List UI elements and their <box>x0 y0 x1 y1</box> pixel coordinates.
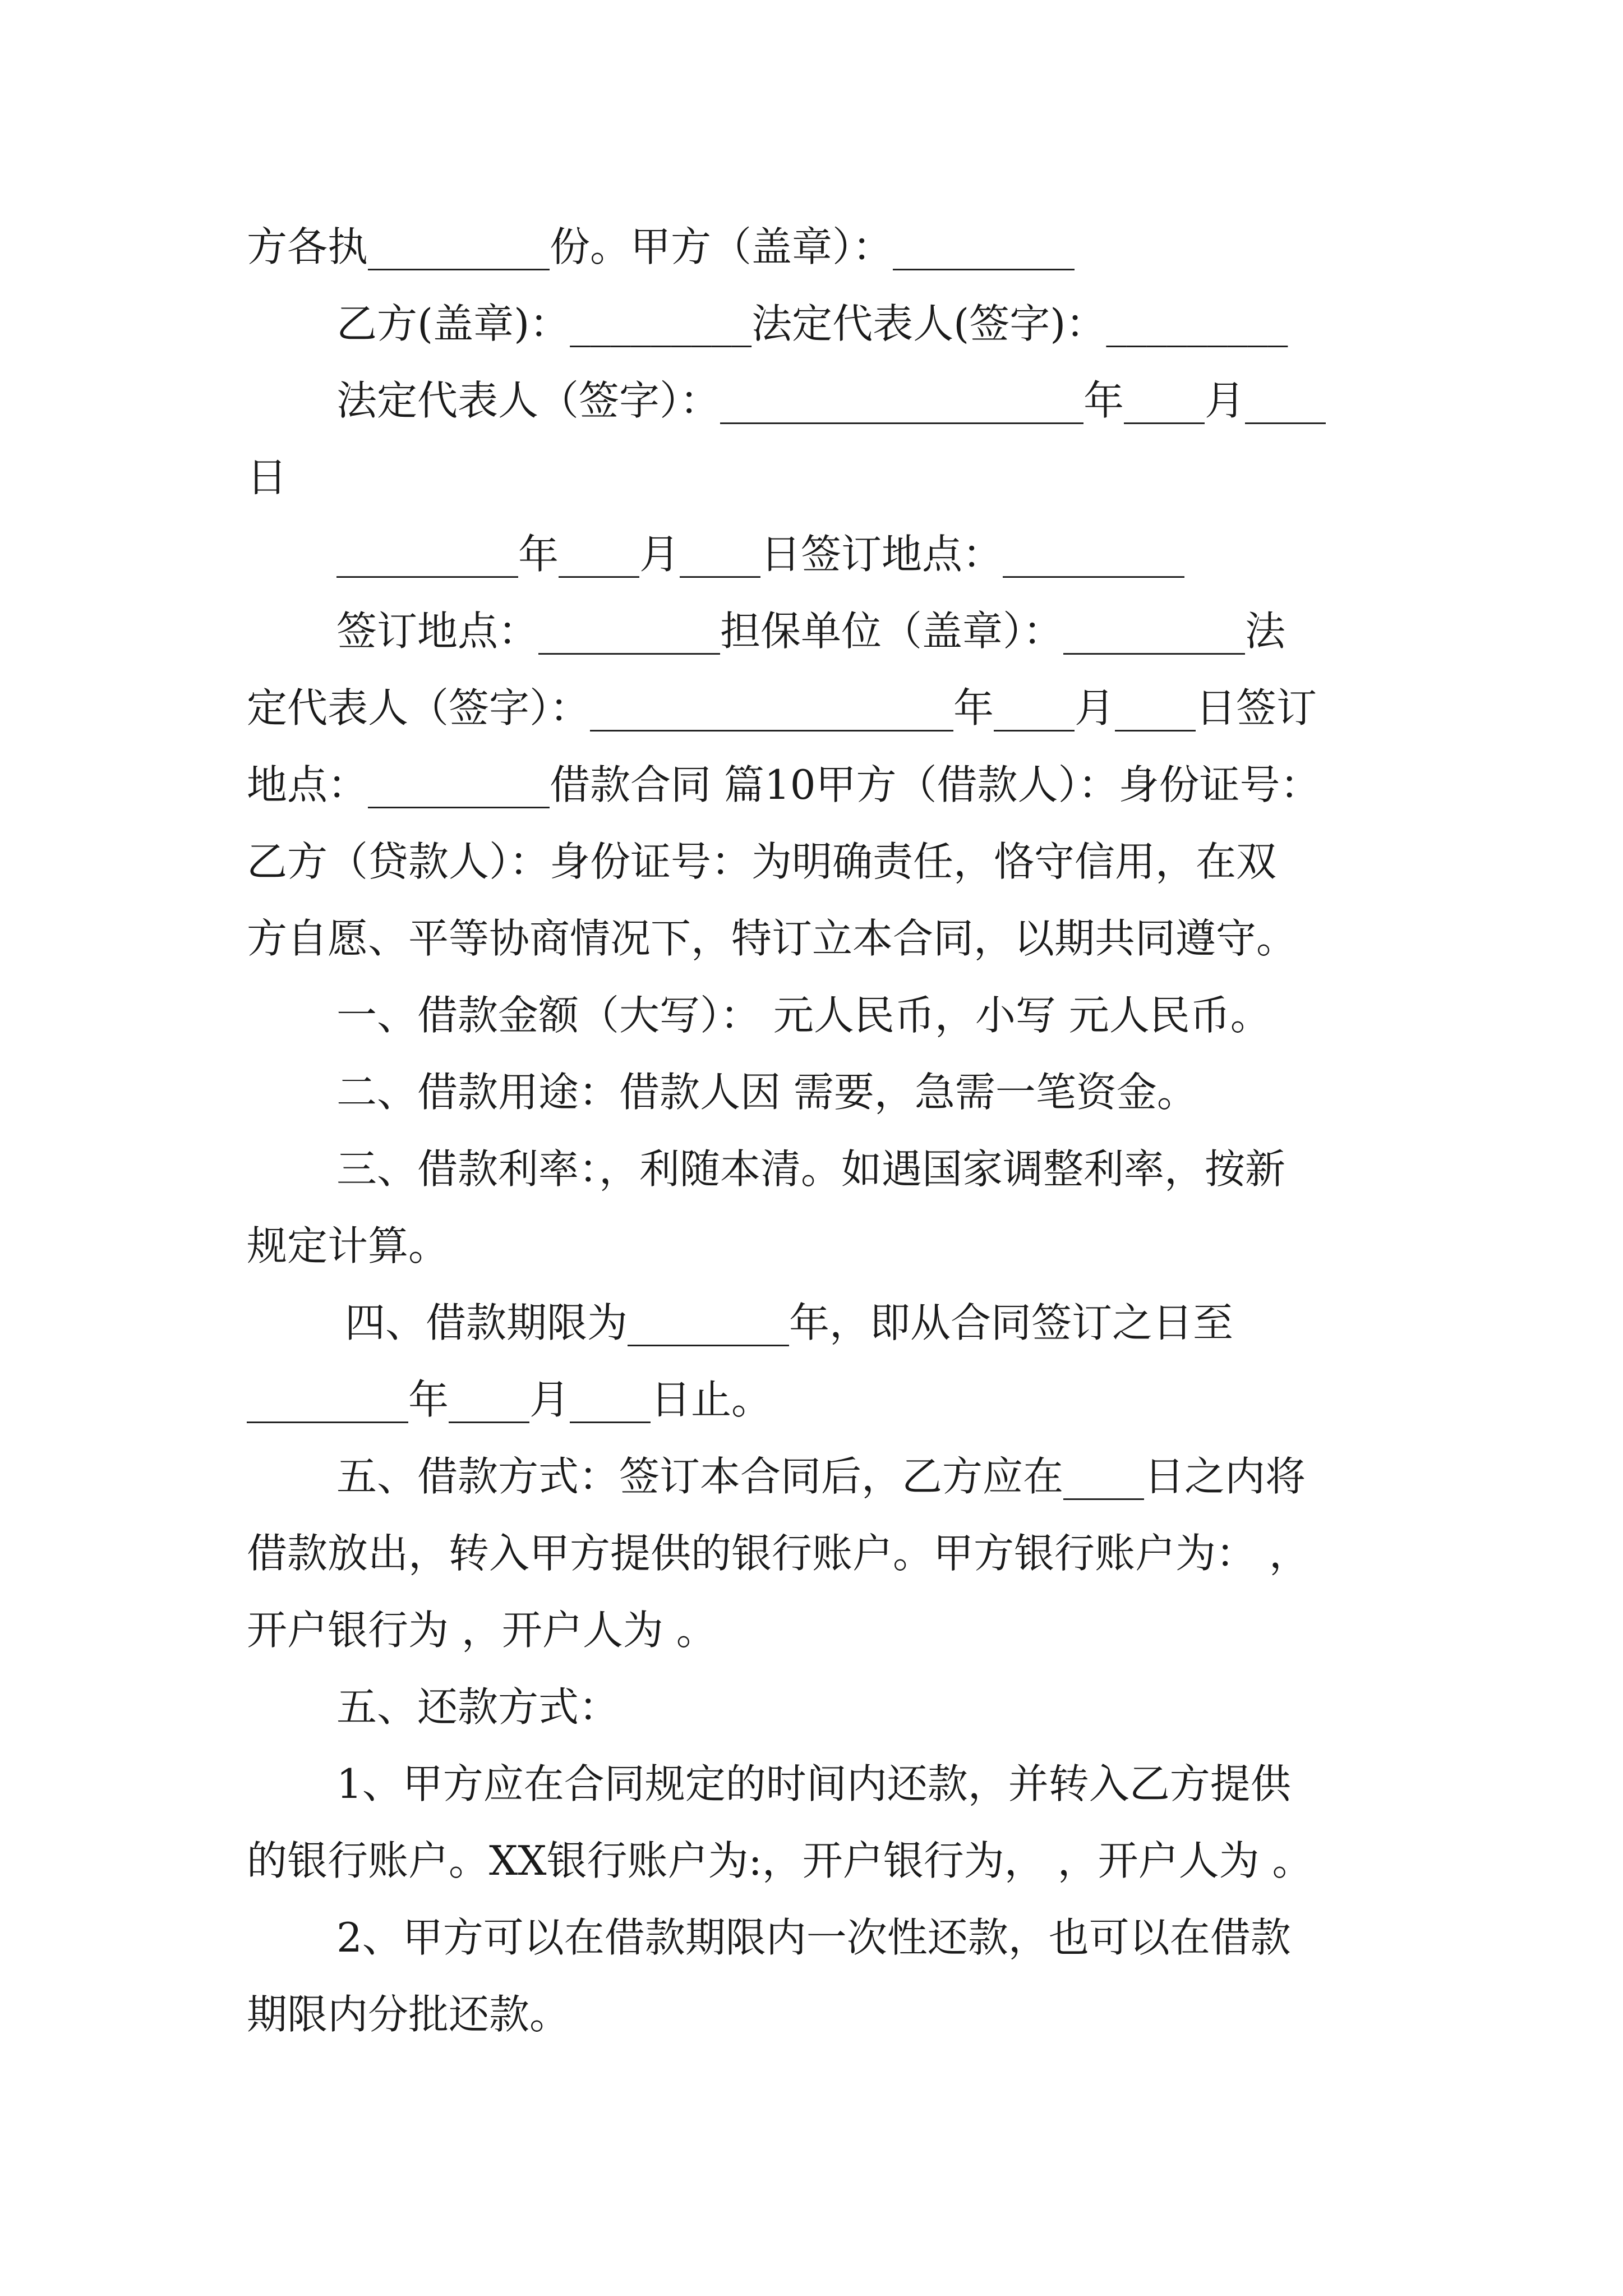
text-line: 方各执_________份。甲方（盖章）：_________ <box>247 223 1075 270</box>
text-line: 乙方（贷款人）：身份证号：为明确责任，恪守信用，在双 <box>247 838 1277 885</box>
text-line: 一、借款金额（大写）： 元人民币，小写 元人民币。 <box>336 992 1271 1039</box>
text-line: 乙方(盖章)：_________法定代表人(签字)：_________ <box>336 300 1288 347</box>
text-line: 五、借款方式：签订本合同后，乙方应在____日之内将 <box>336 1453 1306 1500</box>
text-line: 二、借款用途：借款人因 需要，急需一笔资金。 <box>336 1069 1197 1116</box>
text-line: 地点：_________借款合同 篇10甲方（借款人）：身份证号： <box>247 761 1321 808</box>
text-line: 日 <box>247 454 288 501</box>
text-line: 四、借款期限为________年，即从合同签订之日至 <box>345 1299 1234 1346</box>
text-line: ________年____月____日止。 <box>247 1376 772 1423</box>
text-line: 三、借款利率：，利随本清。如遇国家调整利率，按新 <box>336 1145 1286 1193</box>
text-line: 借款放出，转入甲方提供的银行账户。甲方银行账户为： ， <box>247 1530 1310 1577</box>
text-line: 定代表人（签字）：__________________年____月____日签订 <box>247 684 1317 731</box>
contract-text <box>247 209 1388 2053</box>
text-line: _________年____月____日签订地点：_________ <box>336 531 1185 578</box>
text-line: 1、甲方应在合同规定的时间内还款，并转入乙方提供 <box>336 1760 1291 1807</box>
text-line: 的银行账户。XX银行账户为:，开户银行为， ，开户人为 。 <box>247 1837 1313 1884</box>
text-line: 方自愿、平等协商情况下，特订立本合同，以期共同遵守。 <box>247 915 1297 962</box>
text-line: 2、甲方可以在借款期限内一次性还款，也可以在借款 <box>336 1914 1291 1961</box>
text-line: 法定代表人（签字）：__________________年____月____ <box>336 377 1326 424</box>
text-line: 签订地点：_________担保单位（盖章）：_________法 <box>336 608 1286 655</box>
text-line: 开户银行为 ，开户人为 。 <box>247 1607 717 1654</box>
text-line: 期限内分批还款。 <box>247 1991 570 2038</box>
text-line: 规定计算。 <box>247 1222 449 1269</box>
text-line: 五、还款方式： <box>336 1683 620 1731</box>
